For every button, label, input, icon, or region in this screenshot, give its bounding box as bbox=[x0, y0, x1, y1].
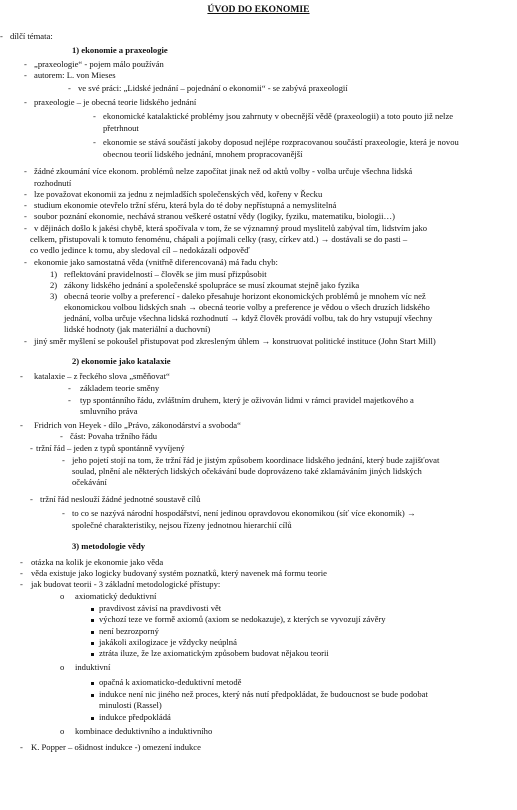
text-line: „praxeologie“ - pojem málo používán bbox=[34, 59, 164, 69]
text-line: jak budovat teorii - 3 základní metodologické přístupy: bbox=[31, 579, 221, 589]
text-line: jednání, volba určuje všechna lidská rozhodnutí → když člověk provádí volbu, tak do hry vstupují všechny bbox=[64, 313, 433, 323]
text-line: není bezrozporný bbox=[99, 626, 159, 636]
list-marker: - bbox=[68, 383, 71, 393]
text-line: opačná k axiomaticko-deduktivní metodě bbox=[99, 677, 242, 687]
list-marker: - bbox=[24, 223, 27, 233]
list-marker: - bbox=[24, 97, 27, 107]
list-marker: 1) bbox=[50, 269, 58, 279]
text-line: část: Povaha tržního řádu bbox=[70, 431, 158, 441]
text-line: to co se nazývá národní hospodářství, není jedinou opravdovou ekonomikou (síť více ekonomik) → bbox=[72, 508, 416, 518]
text-line: přetrhnout bbox=[103, 123, 139, 133]
square-bullet-icon bbox=[91, 648, 99, 658]
text-line: základem teorie směny bbox=[80, 383, 160, 393]
list-marker: - bbox=[24, 211, 27, 221]
list-marker: - bbox=[0, 31, 3, 41]
text-line: věda existuje jako logicky budovaný systém poznatků, který navenek má formu teorie bbox=[31, 568, 327, 578]
text-line: ve své práci: „Lidské jednání – pojednání o ekonomii“ - se zabývá praxeologií bbox=[78, 83, 348, 93]
text-line: Fridrich von Heyek - dílo „Právo, zákonodárství a svoboda“ bbox=[34, 420, 241, 430]
text-line: ztráta iluze, že lze axiomatickým způsobem budovat nějakou teorii bbox=[99, 648, 329, 658]
list-marker: - bbox=[62, 508, 65, 518]
text-line: lze považovat ekonomii za jednu z nejmladších společenských věd, kořeny v Řecku bbox=[34, 189, 323, 199]
text-line: pravdivost závisí na pravdivosti vět bbox=[99, 603, 222, 613]
text-line: jeho pojetí stojí na tom, že tržní řád je jistým způsobem koordinace lidského jednání, který bude zajišťovat bbox=[72, 455, 440, 465]
text-line: žádné zkoumání více ekonom. problémů nelze započítat jinak než od aktů volby - volba určuje všechna lidská bbox=[34, 166, 413, 176]
list-marker: - bbox=[20, 579, 23, 589]
list-marker: - bbox=[60, 431, 63, 441]
text-line: otázka na kolik je ekonomie jako věda bbox=[31, 557, 164, 567]
list-marker: - bbox=[30, 494, 33, 504]
square-bullet-icon bbox=[91, 603, 99, 613]
list-marker: - bbox=[93, 111, 96, 121]
text-line: autorem: L. von Mieses bbox=[34, 70, 116, 80]
list-marker: o bbox=[60, 591, 65, 601]
text-line: obecná teorie volby a preferencí - daleko přesahuje horizont ekonomických problémů je mnohem víc než bbox=[64, 291, 426, 301]
text-line: smluvního práva bbox=[80, 406, 138, 416]
text-line: praxeologie – je obecná teorie lidského jednání bbox=[34, 97, 197, 107]
text-line: společné charakteristiky, nejsou řízeny jednotnou hierarchií cílů bbox=[72, 520, 292, 530]
list-marker: o bbox=[60, 662, 65, 672]
list-marker: - bbox=[24, 189, 27, 199]
text-line: jiný směr myšlení se pokoušel přistupovat pod zkresleným úhlem → konstruovat politické instituce (John Start Mill) bbox=[34, 336, 436, 346]
section-heading: 1) ekonomie a praxeologie bbox=[72, 45, 168, 55]
text-line: výchozí teze ve formě axiomů (axiom se nedokazuje), z kterých se vyvozují závěry bbox=[99, 614, 386, 624]
text-line: katalaxie – z řeckého slova „směňovat“ bbox=[34, 371, 170, 381]
list-marker: - bbox=[68, 83, 71, 93]
text-line: obecnou teorií lidského jednání, mnohem propracovanější bbox=[103, 149, 303, 159]
text-line: soulad, plnění ale některých lidských očekávání bude doprovázeno také zklamáváním jiných lidských bbox=[72, 466, 422, 476]
list-marker: - bbox=[30, 443, 33, 453]
text-line: rozhodnutí bbox=[34, 178, 72, 188]
text-line: dílčí témata: bbox=[10, 31, 53, 41]
text-line: K. Popper – ošidnost indukce -) omezení indukce bbox=[31, 742, 201, 752]
text-line: očekávání bbox=[72, 477, 107, 487]
section-heading: 3) metodologie vědy bbox=[72, 541, 146, 551]
list-marker: - bbox=[20, 742, 23, 752]
list-marker: 2) bbox=[50, 280, 58, 290]
text-line: lidské hodnoty (jak materiální a duchovní) bbox=[64, 324, 211, 334]
list-marker: - bbox=[62, 455, 65, 465]
text-line: induktivní bbox=[75, 662, 111, 672]
text-line: zákony lidského jednání a společenské spolupráce se musí zkoumat stejně jako fyzika bbox=[64, 280, 360, 290]
square-bullet-icon bbox=[91, 637, 99, 647]
text-line: reflektování pravidelností – člověk se jim musí přizpůsobit bbox=[64, 269, 267, 279]
text-line: indukce není nic jiného než proces, který nás nutí předpokládat, že budoucnost se bude podobat bbox=[99, 689, 428, 699]
text-line: typ spontánního řádu, zvláštním druhem, který je oživován lidmi v rámci pravidel majetkového a bbox=[80, 395, 414, 405]
square-bullet-icon bbox=[91, 689, 99, 699]
text-line: minulosti (Rassel) bbox=[99, 700, 162, 710]
square-bullet-icon bbox=[91, 626, 99, 636]
section-heading: 2) ekonomie jako katalaxie bbox=[72, 356, 171, 366]
text-line: indukce předpokládá bbox=[99, 712, 171, 722]
list-marker: - bbox=[20, 568, 23, 578]
list-marker: - bbox=[24, 336, 27, 346]
text-line: studium ekonomie otevřelo tržní sféru, která byla do té doby nepřístupná a nemyslitelná bbox=[34, 200, 337, 210]
text-line: kombinace deduktivního a induktivního bbox=[75, 726, 213, 736]
text-line: ekonomickou volbou lidských snah → obecná teorie volby a preference je vědou o všech druzích lidského bbox=[64, 302, 430, 312]
list-marker: - bbox=[20, 557, 23, 567]
text-line: axiomatický deduktivní bbox=[75, 591, 157, 601]
text-line: ekonomické katalaktické problémy jsou zahrnuty v obecnější vědě (praxeologii) a toto pouto již nelze bbox=[103, 111, 454, 121]
text-line: v dějinách došlo k jakési chybě, která spočívala v tom, že se významný proud myslitelů zabýval tím, lidstvím jako bbox=[34, 223, 428, 233]
list-marker: - bbox=[24, 70, 27, 80]
list-marker: - bbox=[93, 137, 96, 147]
document-title: ÚVOD DO EKONOMIE bbox=[207, 4, 310, 15]
text-line: soubor poznání ekonomie, nechává stranou veškeré ostatní vědy (logiky, fyziku, matematiku, biologii…) bbox=[34, 211, 396, 221]
list-marker: - bbox=[24, 166, 27, 176]
text-line: ekonomie jako samostatná věda (vnitřně diferencovaná) má řadu chyb: bbox=[34, 257, 278, 267]
list-marker: - bbox=[24, 257, 27, 267]
list-marker: - bbox=[20, 420, 23, 430]
list-marker: o bbox=[60, 726, 65, 736]
list-marker: - bbox=[20, 371, 23, 381]
list-marker: 3) bbox=[50, 291, 58, 301]
square-bullet-icon bbox=[91, 712, 99, 722]
list-marker: - bbox=[68, 395, 71, 405]
text-line: celkem, přistupovali k tomuto fenoménu, chápali a pojímali celky (rasy, církev atd.) → dostávali se do pasti – bbox=[30, 234, 408, 244]
text-line: ekonomie se stává součástí jakoby doposud nejlépe rozpracovanou součástí praxeologie, která je novou bbox=[103, 137, 459, 147]
list-marker: - bbox=[24, 59, 27, 69]
text-line: tržní řád neslouží žádné jednotné soustavě cílů bbox=[40, 494, 201, 504]
text-line: jakákoli axilogizace je vždycky neúplná bbox=[99, 637, 237, 647]
square-bullet-icon bbox=[91, 614, 99, 624]
square-bullet-icon bbox=[91, 677, 99, 687]
text-line: tržní řád – jeden z typů spontánně vyvíjený bbox=[36, 443, 185, 453]
text-line: co vedlo jedince k tomu, aby sledoval cíl – nedokázali odpověď bbox=[30, 245, 250, 255]
list-marker: - bbox=[24, 200, 27, 210]
